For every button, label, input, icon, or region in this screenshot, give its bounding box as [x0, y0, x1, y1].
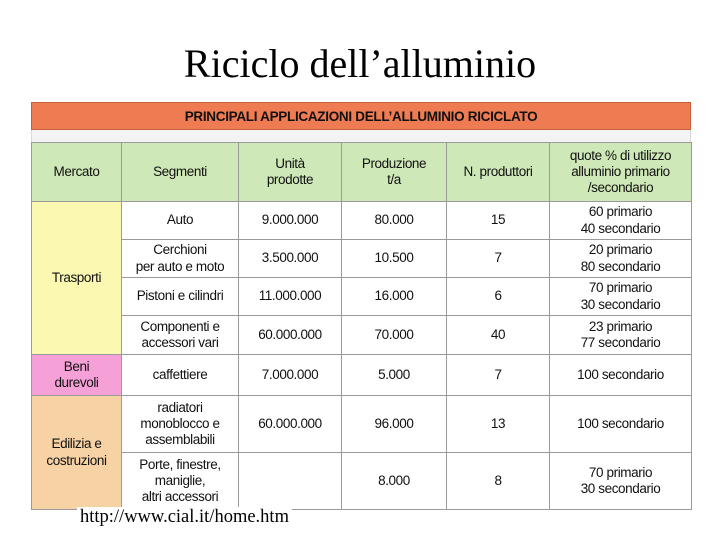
table-row	[32, 396, 692, 453]
produttori-cell: 15	[447, 202, 550, 240]
produzione-cell: 16.000	[342, 278, 447, 316]
segment-cell: Porte, finestre, maniglie, altri accessori	[122, 453, 239, 510]
segment-cell: radiatori monoblocco e assemblabili	[122, 396, 239, 453]
table-row	[32, 278, 692, 316]
table-row	[32, 202, 692, 240]
produttori-cell: 7	[447, 355, 550, 396]
quote-cell: 23 primario 77 secondario	[550, 316, 692, 355]
segment-cell: Auto	[122, 202, 239, 240]
produzione-cell: 96.000	[342, 396, 447, 453]
market-edilizia-costruzioni: Edilizia e costruzioni	[32, 396, 122, 510]
produzione-cell: 10.500	[342, 240, 447, 278]
applications-table	[31, 142, 692, 510]
quote-cell: 20 primario 80 secondario	[550, 240, 692, 278]
table-row	[32, 316, 692, 355]
source-url[interactable]: http://www.cial.it/home.htm	[77, 507, 292, 528]
produzione-cell: 70.000	[342, 316, 447, 355]
table-row	[32, 453, 692, 510]
header-quote: quote % di utilizzo alluminio primario /secondario	[550, 143, 692, 202]
quote-cell: 60 primario 40 secondario	[550, 202, 692, 240]
header-produzione: Produzione t/a	[342, 143, 447, 202]
unita-cell: 9.000.000	[239, 202, 342, 240]
segment-cell: Pistoni e cilindri	[122, 278, 239, 316]
produttori-cell: 13	[447, 396, 550, 453]
applications-table-figure	[31, 102, 691, 509]
table-banner: PRINCIPALI APPLICAZIONI DELL’ALLUMINIO RICICLATO	[31, 102, 691, 130]
unita-cell: 60.000.000	[239, 316, 342, 355]
produttori-cell: 6	[447, 278, 550, 316]
quote-cell: 100 secondario	[550, 355, 692, 396]
produttori-cell: 40	[447, 316, 550, 355]
table-header-row	[32, 143, 692, 202]
quote-cell: 70 primario 30 secondario	[550, 278, 692, 316]
produzione-cell: 5.000	[342, 355, 447, 396]
produttori-cell: 7	[447, 240, 550, 278]
market-trasporti: Trasporti	[32, 202, 122, 355]
table-spacer	[31, 130, 691, 142]
table-row	[32, 240, 692, 278]
header-unita: Unità prodotte	[239, 143, 342, 202]
produzione-cell: 80.000	[342, 202, 447, 240]
segment-cell: caffettiere	[122, 355, 239, 396]
produzione-cell: 8.000	[342, 453, 447, 510]
unita-cell: 11.000.000	[239, 278, 342, 316]
quote-cell: 70 primario 30 secondario	[550, 453, 692, 510]
quote-cell: 100 secondario	[550, 396, 692, 453]
header-produttori: N. produttori	[447, 143, 550, 202]
unita-cell: 7.000.000	[239, 355, 342, 396]
unita-cell: 60.000.000	[239, 396, 342, 453]
table-row	[32, 355, 692, 396]
produttori-cell: 8	[447, 453, 550, 510]
segment-cell: Componenti e accessori vari	[122, 316, 239, 355]
market-beni-durevoli: Beni durevoli	[32, 355, 122, 396]
unita-cell: 3.500.000	[239, 240, 342, 278]
unita-cell	[239, 453, 342, 510]
header-mercato: Mercato	[32, 143, 122, 202]
header-segmenti: Segmenti	[122, 143, 239, 202]
slide-title: Riciclo dell’alluminio	[183, 41, 537, 86]
segment-cell: Cerchioni per auto e moto	[122, 240, 239, 278]
